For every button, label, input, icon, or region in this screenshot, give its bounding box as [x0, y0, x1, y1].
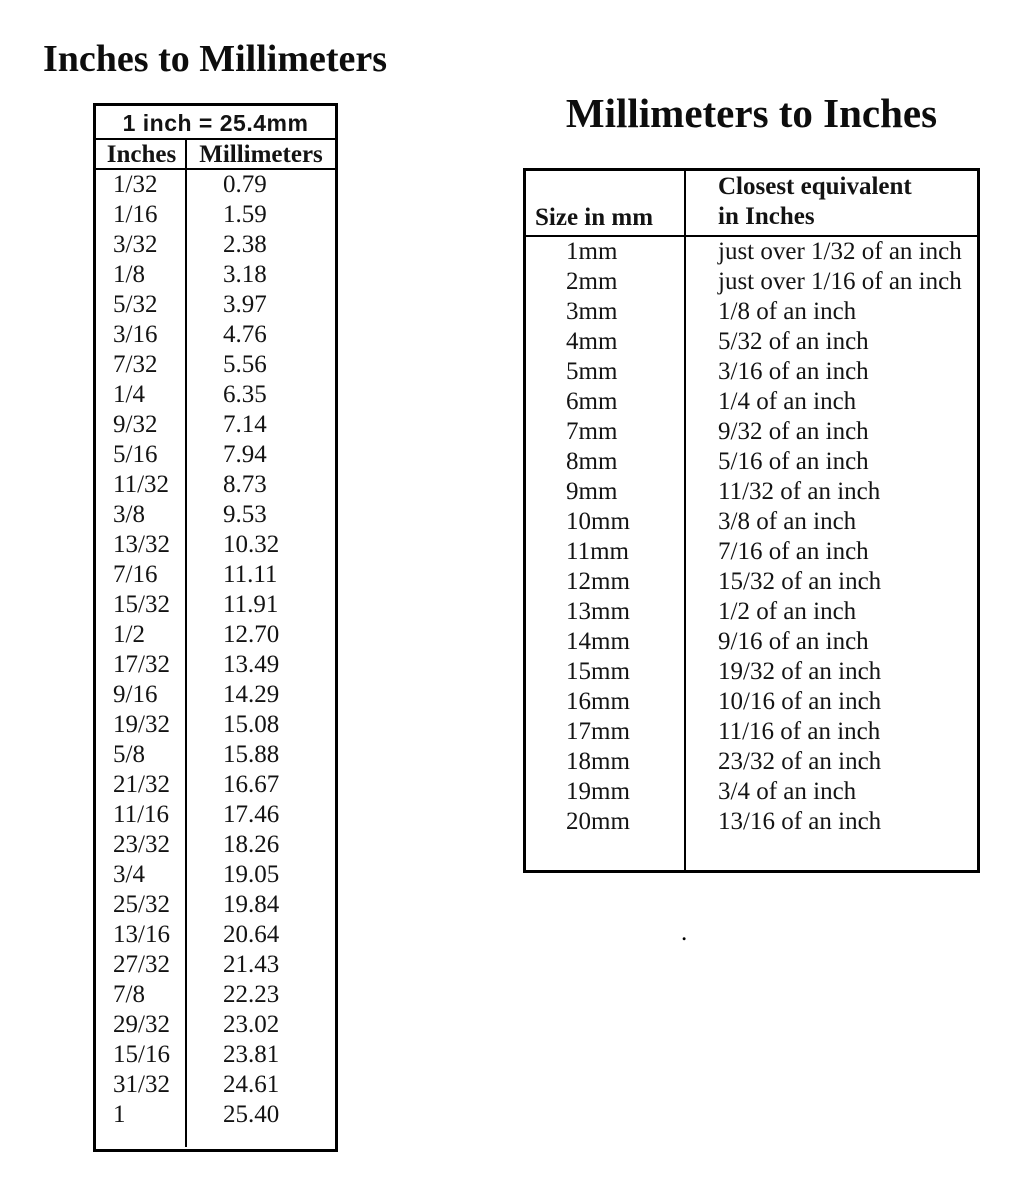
millimeters-cell: 4.76 — [223, 321, 267, 348]
millimeters-cell: 11.91 — [223, 591, 279, 618]
inches-cell: 21/32 — [113, 771, 170, 798]
millimeters-cell: 21.43 — [223, 951, 280, 978]
inches-to-mm-row — [96, 1040, 335, 1070]
millimeters-cell: 3.18 — [223, 261, 267, 288]
inches-cell: 11/32 — [113, 471, 170, 498]
millimeters-cell: 9.53 — [223, 501, 267, 528]
mm-to-inches-row — [526, 747, 977, 777]
mm-to-inches-row — [526, 627, 977, 657]
inch-equivalent-cell: just over 1/16 of an inch — [718, 268, 962, 295]
mm-to-inches-table — [523, 168, 980, 873]
mm-size-cell: 1mm — [566, 238, 618, 265]
millimeters-cell: 15.88 — [223, 741, 280, 768]
mm-to-inches-row — [526, 477, 977, 507]
inches-cell: 9/16 — [113, 681, 158, 708]
millimeters-cell: 23.81 — [223, 1041, 280, 1068]
inches-cell: 11/16 — [113, 801, 170, 828]
conversion-note: 1 inch = 25.4mm — [96, 106, 335, 140]
millimeters-cell: 3.97 — [223, 291, 267, 318]
millimeters-cell: 19.05 — [223, 861, 280, 888]
mm-to-inches-row — [526, 657, 977, 687]
inches-to-mm-row — [96, 560, 335, 590]
inches-to-mm-row — [96, 410, 335, 440]
inches-to-mm-row — [96, 320, 335, 350]
millimeters-cell: 8.73 — [223, 471, 267, 498]
mm-size-cell: 20mm — [566, 808, 630, 835]
inches-cell: 17/32 — [113, 651, 170, 678]
inches-to-mm-row — [96, 770, 335, 800]
inches-cell: 3/16 — [113, 321, 158, 348]
inches-cell: 7/32 — [113, 351, 158, 378]
inches-cell: 5/8 — [113, 741, 145, 768]
inch-equivalent-cell: 5/32 of an inch — [718, 328, 869, 355]
inch-equivalent-cell: 9/16 of an inch — [718, 628, 869, 655]
millimeters-cell: 7.14 — [223, 411, 267, 438]
mm-size-cell: 10mm — [566, 508, 630, 535]
millimeters-cell: 15.08 — [223, 711, 280, 738]
inch-equivalent-cell: 1/2 of an inch — [718, 598, 857, 625]
inches-to-mm-body — [96, 170, 335, 1130]
mm-to-inches-row — [526, 687, 977, 717]
size-in-mm-column-header: Size in mm — [535, 204, 654, 231]
inch-equivalent-cell: 5/16 of an inch — [718, 448, 869, 475]
inches-to-mm-row — [96, 680, 335, 710]
inches-cell: 1 — [113, 1101, 126, 1128]
millimeters-cell: 24.61 — [223, 1071, 280, 1098]
inches-to-mm-row — [96, 1010, 335, 1040]
mm-size-cell: 9mm — [566, 478, 618, 505]
inches-cell: 23/32 — [113, 831, 170, 858]
mm-size-cell: 13mm — [566, 598, 630, 625]
inch-equivalent-cell: 23/32 of an inch — [718, 748, 882, 775]
mm-size-cell: 11mm — [566, 538, 629, 565]
mm-to-inches-row — [526, 357, 977, 387]
inch-equivalent-cell: 10/16 of an inch — [718, 688, 882, 715]
inches-to-mm-row — [96, 440, 335, 470]
millimeters-cell: 7.94 — [223, 441, 267, 468]
inches-cell: 25/32 — [113, 891, 170, 918]
inches-cell: 1/32 — [113, 171, 158, 198]
mm-size-cell: 7mm — [566, 418, 618, 445]
mm-to-inches-row — [526, 297, 977, 327]
mm-to-inches-row — [526, 597, 977, 627]
millimeters-cell: 10.32 — [223, 531, 280, 558]
inches-cell: 1/2 — [113, 621, 145, 648]
inch-equivalent-cell: 3/16 of an inch — [718, 358, 869, 385]
mm-size-cell: 16mm — [566, 688, 630, 715]
mm-to-inches-row — [526, 387, 977, 417]
millimeters-cell: 23.02 — [223, 1011, 280, 1038]
inches-to-mm-row — [96, 170, 335, 200]
inches-to-mm-row — [96, 650, 335, 680]
mm-size-cell: 6mm — [566, 388, 618, 415]
inches-to-mm-row — [96, 710, 335, 740]
inches-to-mm-row — [96, 620, 335, 650]
closest-equivalent-column-header — [686, 171, 977, 235]
mm-to-inches-row — [526, 267, 977, 297]
inches-cell: 7/16 — [113, 561, 158, 588]
closest-equivalent-header-line-1: Closest equivalent — [718, 173, 912, 200]
mm-to-inches-row — [526, 237, 977, 267]
mm-to-inches-row — [526, 807, 977, 837]
column-divider — [185, 140, 187, 1147]
inches-cell: 1/4 — [113, 381, 145, 408]
millimeters-cell: 11.11 — [223, 561, 278, 588]
inches-to-mm-table — [93, 103, 338, 1152]
millimeters-cell: 25.40 — [223, 1101, 280, 1128]
inches-column-header: Inches — [106, 141, 177, 168]
mm-size-cell: 15mm — [566, 658, 630, 685]
millimeters-cell: 5.56 — [223, 351, 267, 378]
inches-cell: 3/32 — [113, 231, 158, 258]
inches-to-mm-row — [96, 380, 335, 410]
inch-equivalent-cell: 11/32 of an inch — [718, 478, 881, 505]
mm-to-inches-row — [526, 447, 977, 477]
inch-equivalent-cell: 1/8 of an inch — [718, 298, 857, 325]
mm-to-inches-row — [526, 717, 977, 747]
mm-to-inches-row — [526, 417, 977, 447]
inches-to-mm-row — [96, 290, 335, 320]
millimeters-cell: 6.35 — [223, 381, 267, 408]
mm-size-cell: 18mm — [566, 748, 630, 775]
inches-cell: 19/32 — [113, 711, 170, 738]
inches-cell: 31/32 — [113, 1071, 170, 1098]
inches-to-mm-row — [96, 860, 335, 890]
mm-to-inches-header-row — [526, 171, 977, 237]
millimeters-cell: 16.67 — [223, 771, 280, 798]
inches-to-mm-row — [96, 470, 335, 500]
inches-cell: 15/16 — [113, 1041, 170, 1068]
inches-cell: 9/32 — [113, 411, 158, 438]
inches-cell: 5/16 — [113, 441, 158, 468]
inch-equivalent-cell: 3/8 of an inch — [718, 508, 857, 535]
millimeters-cell: 1.59 — [223, 201, 267, 228]
millimeters-cell: 13.49 — [223, 651, 280, 678]
inch-equivalent-cell: 9/32 of an inch — [718, 418, 869, 445]
inches-cell: 3/8 — [113, 501, 145, 528]
inches-to-mm-row — [96, 590, 335, 620]
column-divider — [684, 171, 686, 870]
mm-size-cell: 14mm — [566, 628, 630, 655]
inches-cell: 29/32 — [113, 1011, 170, 1038]
millimeters-cell: 19.84 — [223, 891, 280, 918]
inches-to-mm-row — [96, 920, 335, 950]
inch-equivalent-cell: 19/32 of an inch — [718, 658, 882, 685]
inches-cell: 1/16 — [113, 201, 158, 228]
millimeters-cell: 14.29 — [223, 681, 280, 708]
mm-to-inches-row — [526, 507, 977, 537]
inches-cell: 15/32 — [113, 591, 170, 618]
inches-cell: 13/16 — [113, 921, 170, 948]
inches-to-mm-title: Inches to Millimeters — [43, 38, 388, 80]
mm-size-cell: 8mm — [566, 448, 618, 475]
millimeters-cell: 22.23 — [223, 981, 280, 1008]
inches-to-mm-grid — [96, 140, 335, 1147]
inches-cell: 7/8 — [113, 981, 145, 1008]
mm-size-cell: 2mm — [566, 268, 618, 295]
mm-size-cell: 19mm — [566, 778, 630, 805]
millimeters-cell: 2.38 — [223, 231, 267, 258]
inch-equivalent-cell: 7/16 of an inch — [718, 538, 869, 565]
inches-cell: 5/32 — [113, 291, 158, 318]
inches-to-mm-row — [96, 740, 335, 770]
millimeters-cell: 17.46 — [223, 801, 280, 828]
inches-to-mm-row — [96, 1070, 335, 1100]
millimeters-cell: 0.79 — [223, 171, 267, 198]
inches-cell: 27/32 — [113, 951, 170, 978]
mm-to-inches-row — [526, 537, 977, 567]
millimeters-cell: 18.26 — [223, 831, 280, 858]
inches-cell: 3/4 — [113, 861, 145, 888]
inches-to-mm-row — [96, 200, 335, 230]
inches-to-mm-row — [96, 1100, 335, 1130]
inches-to-mm-row — [96, 530, 335, 560]
mm-size-cell: 17mm — [566, 718, 630, 745]
mm-to-inches-row — [526, 327, 977, 357]
inches-to-mm-row — [96, 950, 335, 980]
inch-equivalent-cell: just over 1/32 of an inch — [718, 238, 962, 265]
inches-to-mm-header-row — [96, 140, 335, 170]
millimeters-cell: 20.64 — [223, 921, 280, 948]
millimeters-cell: 12.70 — [223, 621, 280, 648]
mm-size-cell: 12mm — [566, 568, 630, 595]
inch-equivalent-cell: 11/16 of an inch — [718, 718, 881, 745]
inches-cell: 13/32 — [113, 531, 170, 558]
inch-equivalent-cell: 3/4 of an inch — [718, 778, 857, 805]
mm-to-inches-body — [526, 237, 977, 837]
stray-period-mark: . — [681, 919, 688, 946]
closest-equivalent-header-line-2: in Inches — [718, 203, 815, 230]
inches-to-mm-row — [96, 230, 335, 260]
inches-to-mm-row — [96, 890, 335, 920]
mm-size-cell: 4mm — [566, 328, 618, 355]
mm-to-inches-row — [526, 777, 977, 807]
inches-to-mm-row — [96, 800, 335, 830]
inch-equivalent-cell: 1/4 of an inch — [718, 388, 857, 415]
inch-equivalent-cell: 13/16 of an inch — [718, 808, 882, 835]
millimeters-column-header: Millimeters — [199, 141, 323, 168]
inch-equivalent-cell: 15/32 of an inch — [718, 568, 882, 595]
mm-to-inches-title: Millimeters to Inches — [565, 90, 938, 136]
inches-to-mm-row — [96, 980, 335, 1010]
mm-to-inches-row — [526, 567, 977, 597]
inches-to-mm-row — [96, 260, 335, 290]
inches-to-mm-row — [96, 350, 335, 380]
mm-size-cell: 5mm — [566, 358, 618, 385]
inches-to-mm-row — [96, 830, 335, 860]
mm-size-cell: 3mm — [566, 298, 618, 325]
inches-to-mm-row — [96, 500, 335, 530]
inches-cell: 1/8 — [113, 261, 145, 288]
